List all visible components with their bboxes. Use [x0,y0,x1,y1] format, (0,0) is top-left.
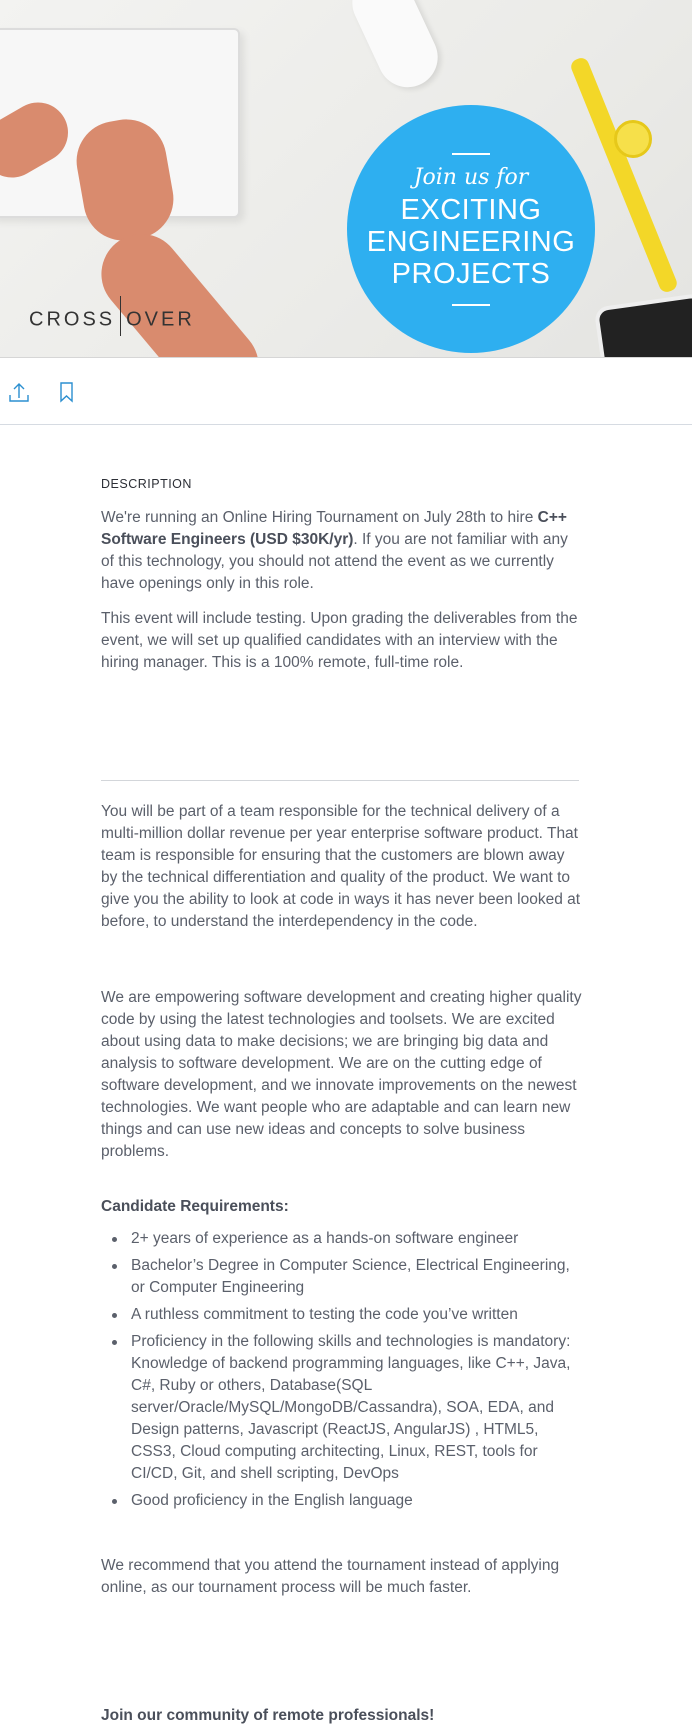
divider [101,780,579,781]
recommendation-paragraph: We recommend that you attend the tournament instead of applying online, as our tournament process will be much faster. [101,1557,560,1596]
divider [452,153,490,155]
divider [452,304,490,306]
list-item: A ruthless commitment to testing the code you’ve written [101,1304,583,1326]
watch-face-illustration [614,120,652,158]
phone-illustration [594,293,692,358]
list-item: Good proficiency in the English language [101,1490,583,1512]
list-item: 2+ years of experience as a hands-on software engineer [101,1228,583,1250]
text: . If you are not familiar with any of this technology, you should not attend the event as we currently have openings only in this role. [101,531,568,592]
share-icon [8,381,30,403]
promo-line: PROJECTS [391,258,551,290]
bookmark-icon [56,381,78,403]
share-button[interactable] [8,381,30,403]
bookmark-button[interactable] [56,381,78,403]
intro-paragraph [101,507,583,595]
role-highlight: C++ Software Engineers (USD $30K/yr) [101,509,567,548]
requirements-heading: Candidate Requirements: [101,1198,289,1215]
hero-banner-image [0,0,692,358]
promo-line: EXCITING [400,194,542,226]
mouse-illustration [342,0,447,97]
crossover-logo: CROSS OVER [29,300,195,340]
text: We're running an Online Hiring Tournament on July 28th to hire [101,509,538,526]
list-item: Bachelor’s Degree in Computer Science, Electrical Engineering, or Computer Engineering [101,1255,583,1299]
action-toolbar [0,359,692,425]
section-label: DESCRIPTION [101,477,192,491]
event-paragraph: This event will include testing. Upon grading the deliverables from the event, we will set up qualified candidates with an interview with the hiring manager. This is a 100% remote, full-time role. [101,610,578,671]
requirements-list [101,1228,583,1517]
community-heading: Join our community of remote professionals! [101,1707,435,1724]
promo-line: ENGINEERING [366,226,576,258]
mission-paragraph: We are empowering software development and creating higher quality code by using the latest technologies and toolsets. We are excited about using data to make decisions; we are bringing big data and analysis to software development. We are on the cutting edge of software development, and we innovate improvements on the newest technologies. We want people who are adaptable and can learn new things and can use new ideas and concepts to solve business problems. [101,989,582,1160]
team-paragraph: You will be part of a team responsible for the technical delivery of a multi-million dollar revenue per year enterprise software product. That team is responsible for ensuring that the customers are blown away by the technical differentiation and quality of the product. We want to give you the ability to look at code in ways it has never been looked at before, to understand the interdependency in the code. [101,803,581,930]
promo-circle [347,105,595,353]
list-item: Proficiency in the following skills and technologies is mandatory: Knowledge of backend programming languages, like C++, Java, C#, Ruby or others, Database(SQL server/Oracle/MySQL/MongoDB/Cassandra), SOA, EDA, and Design patterns, Javascript (ReactJS, AngularJS) , HTML5, CSS3, Cloud computing architecting, Linux, REST, tools for CI/CD, Git, and shell scripting, DevOps [101,1331,583,1485]
promo-script: Join us for [413,165,529,190]
